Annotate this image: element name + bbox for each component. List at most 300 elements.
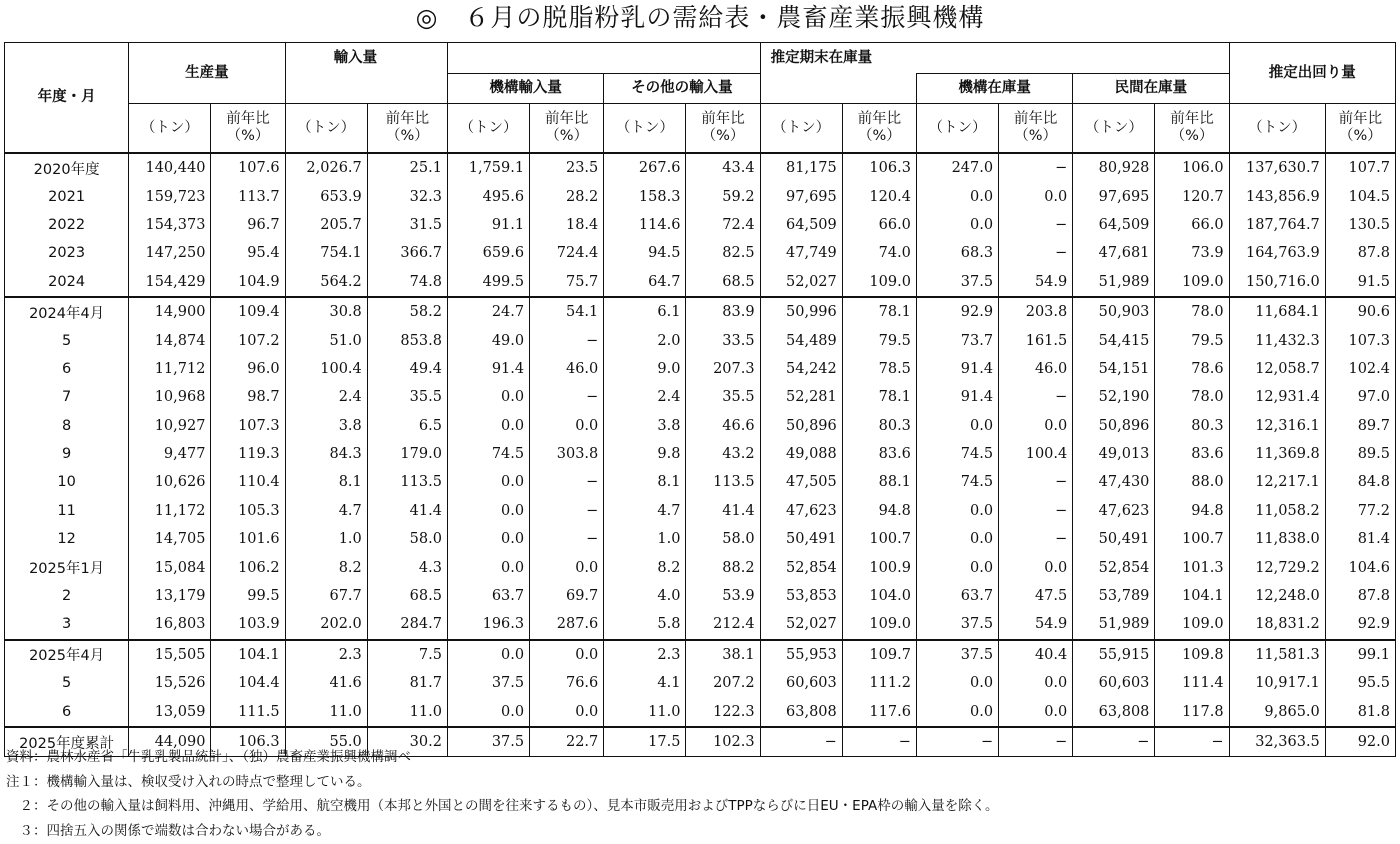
table-cell: 30.8: [285, 297, 367, 326]
table-cell: 4.7: [604, 497, 686, 525]
table-cell: 1.0: [285, 525, 367, 553]
table-cell: 11,432.3: [1229, 326, 1325, 354]
table-cell: 111.2: [842, 669, 916, 697]
table-cell: 0.0: [999, 412, 1073, 440]
table-cell: 104.1: [1155, 582, 1229, 610]
header-yoy-percent: [686, 104, 760, 154]
row-label: 2021: [5, 182, 129, 210]
table-cell: 81.4: [1325, 525, 1395, 553]
table-cell: 0.0: [530, 412, 604, 440]
table-row: [5, 553, 1396, 581]
row-label: 10: [5, 468, 129, 496]
table-cell: 12,931.4: [1229, 383, 1325, 411]
table-cell: 68.5: [367, 582, 447, 610]
table-cell: 50,896: [1073, 412, 1155, 440]
table-cell: 0.0: [447, 412, 529, 440]
table-cell: 653.9: [285, 182, 367, 210]
row-label: 11: [5, 497, 129, 525]
table-cell: 109.0: [1155, 268, 1229, 297]
table-cell: 92.9: [916, 297, 998, 326]
table-cell: 106.3: [211, 727, 285, 757]
table-cell: 187,764.7: [1229, 211, 1325, 239]
table-cell: 0.0: [999, 553, 1073, 581]
table-cell: 54,151: [1073, 355, 1155, 383]
table-cell: 2.3: [285, 640, 367, 669]
table-cell: −: [999, 153, 1073, 182]
header-yoy-unit: （%）: [385, 128, 429, 144]
table-cell: 107.3: [211, 412, 285, 440]
table-cell: −: [530, 468, 604, 496]
table-cell: 35.5: [367, 383, 447, 411]
table-cell: 76.6: [530, 669, 604, 697]
table-cell: 32,363.5: [1229, 727, 1325, 757]
table-cell: 51,989: [1073, 610, 1155, 639]
table-cell: 366.7: [367, 239, 447, 267]
header-imports-under: [285, 74, 447, 104]
table-cell: 51,989: [1073, 268, 1155, 297]
table-cell: 74.0: [842, 239, 916, 267]
table-row: [5, 697, 1396, 726]
table-cell: 66.0: [842, 211, 916, 239]
table-cell: −: [1155, 727, 1229, 757]
table-cell: 94.8: [842, 497, 916, 525]
table-cell: 38.1: [686, 640, 760, 669]
table-cell: 154,429: [129, 268, 211, 297]
table-cell: −: [530, 525, 604, 553]
table-cell: −: [842, 727, 916, 757]
table-cell: 499.5: [447, 268, 529, 297]
table-cell: 0.0: [447, 697, 529, 726]
table-cell: 113.7: [211, 182, 285, 210]
table-cell: 117.8: [1155, 697, 1229, 726]
supply-demand-table: [4, 42, 1396, 757]
table-cell: 11.0: [604, 697, 686, 726]
table-cell: 90.6: [1325, 297, 1395, 326]
header-agency-stock: 機構在庫量: [916, 74, 1072, 104]
table-row: [5, 182, 1396, 210]
header-yoy-unit: （%）: [1014, 128, 1058, 144]
table-cell: 60,603: [760, 669, 842, 697]
table-cell: 28.2: [530, 182, 604, 210]
table-cell: 1.0: [604, 525, 686, 553]
table-cell: −: [999, 239, 1073, 267]
table-cell: 15,505: [129, 640, 211, 669]
header-est-stock-under: [760, 74, 916, 104]
table-cell: 83.9: [686, 297, 760, 326]
table-cell: 24.7: [447, 297, 529, 326]
table-cell: 63.7: [916, 582, 998, 610]
row-label: 2024: [5, 268, 129, 297]
table-cell: 83.6: [842, 440, 916, 468]
table-row: [5, 412, 1396, 440]
table-cell: 64,509: [760, 211, 842, 239]
header-est-shipments: 推定出回り量: [1229, 43, 1395, 104]
note-3: ３：四捨五入の関係で端数は合わない場合がある。: [6, 822, 330, 839]
table-cell: 100.7: [1155, 525, 1229, 553]
header-yoy-percent: [1325, 104, 1395, 154]
table-cell: 104.0: [842, 582, 916, 610]
table-cell: 0.0: [447, 525, 529, 553]
table-cell: 0.0: [999, 669, 1073, 697]
table-cell: 120.7: [1155, 182, 1229, 210]
table-cell: 15,526: [129, 669, 211, 697]
table-cell: 154,373: [129, 211, 211, 239]
table-cell: 0.0: [916, 497, 998, 525]
table-cell: 91.4: [916, 383, 998, 411]
table-cell: 80.3: [842, 412, 916, 440]
page-title: ◎ ６月の脱脂粉乳の需給表・農畜産業振興機構: [415, 3, 985, 32]
table-cell: 84.8: [1325, 468, 1395, 496]
table-cell: 50,903: [1073, 297, 1155, 326]
table-cell: 96.0: [211, 355, 285, 383]
footnotes: [6, 745, 1396, 843]
table-cell: 0.0: [447, 497, 529, 525]
table-cell: −: [999, 525, 1073, 553]
table-cell: 303.8: [530, 440, 604, 468]
row-label: 2023: [5, 239, 129, 267]
header-yoy-percent: [211, 104, 285, 154]
table-cell: 99.1: [1325, 640, 1395, 669]
table-cell: 0.0: [916, 211, 998, 239]
table-cell: −: [530, 383, 604, 411]
table-cell: 0.0: [447, 640, 529, 669]
header-yoy-percent: [367, 104, 447, 154]
table-cell: 15,084: [129, 553, 211, 581]
table-cell: 137,630.7: [1229, 153, 1325, 182]
table-cell: 91.1: [447, 211, 529, 239]
table-cell: 2.4: [604, 383, 686, 411]
table-cell: 724.4: [530, 239, 604, 267]
table-cell: 101.6: [211, 525, 285, 553]
header-yoy-percent: [999, 104, 1073, 154]
row-label: 2025年度累計: [5, 727, 129, 757]
table-cell: 55.0: [285, 727, 367, 757]
row-label: 5: [5, 326, 129, 354]
header-yoy-label: 前年比: [1170, 111, 1214, 127]
table-cell: 91.5: [1325, 268, 1395, 297]
table-cell: 58.0: [686, 525, 760, 553]
table-cell: 13,059: [129, 697, 211, 726]
table-cell: 79.5: [842, 326, 916, 354]
row-label: 12: [5, 525, 129, 553]
row-label: 8: [5, 412, 129, 440]
table-cell: 54.1: [530, 297, 604, 326]
table-cell: 161.5: [999, 326, 1073, 354]
table-cell: 2.3: [604, 640, 686, 669]
table-cell: 100.9: [842, 553, 916, 581]
table-cell: 97.0: [1325, 383, 1395, 411]
table-cell: 130.5: [1325, 211, 1395, 239]
table-cell: 6.1: [604, 297, 686, 326]
table-cell: 4.0: [604, 582, 686, 610]
table-cell: 92.0: [1325, 727, 1395, 757]
table-cell: 31.5: [367, 211, 447, 239]
table-cell: 58.2: [367, 297, 447, 326]
table-cell: 30.2: [367, 727, 447, 757]
header-unit-ton: （トン）: [916, 104, 998, 154]
note-2: ２：その他の輸入量は飼料用、沖縄用、学給用、航空機用（本邦と外国との間を往来するもの）、見本市販売用およびTPPならびに日EU・EPA枠の輸入量を除く。: [6, 798, 999, 814]
header-yoy-label: 前年比: [226, 111, 270, 127]
table-cell: 92.9: [1325, 610, 1395, 639]
header-imports: 輸入量: [285, 43, 447, 74]
table-cell: 3.8: [285, 412, 367, 440]
table-cell: 43.4: [686, 153, 760, 182]
table-cell: 109.4: [211, 297, 285, 326]
table-cell: 267.6: [604, 153, 686, 182]
table-cell: 73.9: [1155, 239, 1229, 267]
table-row: [5, 355, 1396, 383]
table-cell: 80,928: [1073, 153, 1155, 182]
row-label: 2: [5, 582, 129, 610]
row-label: 9: [5, 440, 129, 468]
table-cell: 60,603: [1073, 669, 1155, 697]
table-cell: 88.2: [686, 553, 760, 581]
table-cell: 12,058.7: [1229, 355, 1325, 383]
table-row: [5, 525, 1396, 553]
table-cell: 11,058.2: [1229, 497, 1325, 525]
table-cell: −: [530, 326, 604, 354]
table-cell: 100.4: [999, 440, 1073, 468]
row-label: 2024年4月: [5, 297, 129, 326]
header-stock-spacer: [916, 43, 1229, 74]
table-cell: 78.6: [1155, 355, 1229, 383]
table-cell: 97,695: [1073, 182, 1155, 210]
table-cell: 63.7: [447, 582, 529, 610]
table-cell: 3.8: [604, 412, 686, 440]
table-cell: 4.3: [367, 553, 447, 581]
header-yoy-label: 前年比: [1013, 111, 1058, 127]
table-cell: 0.0: [447, 383, 529, 411]
table-row: [5, 239, 1396, 267]
table-cell: 100.4: [285, 355, 367, 383]
table-row: [5, 297, 1396, 326]
table-cell: 107.7: [1325, 153, 1395, 182]
row-label: 7: [5, 383, 129, 411]
table-cell: 12,316.1: [1229, 412, 1325, 440]
table-cell: 50,996: [760, 297, 842, 326]
table-cell: 0.0: [916, 182, 998, 210]
table-cell: 8.1: [604, 468, 686, 496]
table-cell: 52,190: [1073, 383, 1155, 411]
table-cell: 120.4: [842, 182, 916, 210]
header-other-imports: その他の輸入量: [604, 74, 760, 104]
header-yoy-unit: （%）: [1170, 128, 1214, 144]
header-private-stock: 民間在庫量: [1073, 74, 1229, 104]
table-cell: 13,179: [129, 582, 211, 610]
table-cell: 96.7: [211, 211, 285, 239]
table-cell: 63,808: [760, 697, 842, 726]
table-cell: −: [999, 468, 1073, 496]
table-cell: 111.5: [211, 697, 285, 726]
table-cell: 47.5: [999, 582, 1073, 610]
header-unit-ton: （トン）: [1073, 104, 1155, 154]
table-cell: 106.0: [1155, 153, 1229, 182]
table-cell: 0.0: [916, 412, 998, 440]
table-cell: 11,369.8: [1229, 440, 1325, 468]
table-cell: 12,217.1: [1229, 468, 1325, 496]
table-cell: 101.3: [1155, 553, 1229, 581]
table-cell: 73.7: [916, 326, 998, 354]
table-cell: 37.5: [447, 727, 529, 757]
table-cell: 14,900: [129, 297, 211, 326]
table-cell: 37.5: [916, 268, 998, 297]
table-cell: 109.8: [1155, 640, 1229, 669]
table-cell: −: [999, 727, 1073, 757]
row-label: 6: [5, 697, 129, 726]
table-cell: 0.0: [916, 669, 998, 697]
header-yoy-percent: [842, 104, 916, 154]
header-imports-spacer: [447, 43, 760, 74]
table-cell: 49.0: [447, 326, 529, 354]
table-cell: 114.6: [604, 211, 686, 239]
table-cell: 37.5: [447, 669, 529, 697]
table-cell: 50,491: [1073, 525, 1155, 553]
table-cell: 10,626: [129, 468, 211, 496]
header-yoy-unit: （%）: [701, 128, 745, 144]
table-cell: 11,838.0: [1229, 525, 1325, 553]
header-yoy-unit: （%）: [226, 128, 270, 144]
table-row: [5, 211, 1396, 239]
table-cell: 212.4: [686, 610, 760, 639]
table-cell: 87.8: [1325, 582, 1395, 610]
table-cell: 35.5: [686, 383, 760, 411]
header-agency-imports: 機構輸入量: [447, 74, 603, 104]
row-label: 2020年度: [5, 153, 129, 182]
header-period: 年度・月: [5, 43, 129, 154]
table-cell: 11.0: [285, 697, 367, 726]
table-cell: 49,013: [1073, 440, 1155, 468]
table-cell: 11,172: [129, 497, 211, 525]
table-cell: 53,789: [1073, 582, 1155, 610]
table-cell: 52,027: [760, 610, 842, 639]
header-unit-ton: （トン）: [285, 104, 367, 154]
table-cell: 83.6: [1155, 440, 1229, 468]
table-row: [5, 326, 1396, 354]
table-cell: 46.6: [686, 412, 760, 440]
table-cell: 7.5: [367, 640, 447, 669]
note-1: 注１：機構輸入量は、検収受け入れの時点で整理している。: [6, 773, 371, 790]
table-cell: 12,248.0: [1229, 582, 1325, 610]
table-cell: 158.3: [604, 182, 686, 210]
table-cell: 205.7: [285, 211, 367, 239]
row-label: 2025年4月: [5, 640, 129, 669]
table-row: [5, 440, 1396, 468]
table-cell: 6.5: [367, 412, 447, 440]
table-cell: 104.6: [1325, 553, 1395, 581]
table-row: [5, 468, 1396, 496]
table-cell: 52,854: [1073, 553, 1155, 581]
table-cell: 46.0: [999, 355, 1073, 383]
table-cell: 113.5: [686, 468, 760, 496]
table-cell: 284.7: [367, 610, 447, 639]
note-source: 資料：農林水産省「牛乳乳製品統計」、（独）農畜産業振興機構調べ: [6, 749, 411, 765]
table-cell: 89.5: [1325, 440, 1395, 468]
table-cell: 0.0: [447, 553, 529, 581]
table-cell: 11,581.3: [1229, 640, 1325, 669]
table-cell: 68.3: [916, 239, 998, 267]
table-cell: 147,250: [129, 239, 211, 267]
table-cell: 41.6: [285, 669, 367, 697]
table-cell: 104.1: [211, 640, 285, 669]
table-cell: 107.6: [211, 153, 285, 182]
table-cell: 88.0: [1155, 468, 1229, 496]
table-cell: 10,927: [129, 412, 211, 440]
table-cell: 2.0: [604, 326, 686, 354]
table-cell: 74.8: [367, 268, 447, 297]
table-cell: 247.0: [916, 153, 998, 182]
table-cell: 117.6: [842, 697, 916, 726]
table-cell: 74.5: [447, 440, 529, 468]
table-cell: 0.0: [530, 697, 604, 726]
table-cell: 99.5: [211, 582, 285, 610]
table-cell: 59.2: [686, 182, 760, 210]
table-cell: 84.3: [285, 440, 367, 468]
table-cell: 105.3: [211, 497, 285, 525]
table-row: [5, 497, 1396, 525]
table-cell: 58.0: [367, 525, 447, 553]
table-cell: 55,915: [1073, 640, 1155, 669]
table-cell: 53,853: [760, 582, 842, 610]
table-cell: 109.0: [842, 610, 916, 639]
table-cell: 287.6: [530, 610, 604, 639]
table-cell: 87.8: [1325, 239, 1395, 267]
table-cell: 17.5: [604, 727, 686, 757]
table-cell: 0.0: [916, 697, 998, 726]
header-yoy-label: 前年比: [544, 111, 589, 127]
table-cell: 196.3: [447, 610, 529, 639]
table-cell: 109.0: [1155, 610, 1229, 639]
header-yoy-unit: （%）: [857, 128, 901, 144]
table-cell: 55,953: [760, 640, 842, 669]
table-cell: 12,729.2: [1229, 553, 1325, 581]
table-cell: 54,489: [760, 326, 842, 354]
table-cell: 853.8: [367, 326, 447, 354]
table-cell: −: [530, 497, 604, 525]
table-cell: 207.3: [686, 355, 760, 383]
table-cell: 94.5: [604, 239, 686, 267]
table-cell: 25.1: [367, 153, 447, 182]
table-cell: 1,759.1: [447, 153, 529, 182]
table-cell: 0.0: [530, 553, 604, 581]
table-cell: 47,623: [760, 497, 842, 525]
table-cell: 202.0: [285, 610, 367, 639]
table-cell: 54,415: [1073, 326, 1155, 354]
table-cell: −: [999, 383, 1073, 411]
table-cell: 95.5: [1325, 669, 1395, 697]
table-cell: 47,623: [1073, 497, 1155, 525]
table-cell: 9,865.0: [1229, 697, 1325, 726]
table-cell: 81,175: [760, 153, 842, 182]
table-cell: 78.0: [1155, 297, 1229, 326]
table-cell: 140,440: [129, 153, 211, 182]
table-cell: 0.0: [999, 182, 1073, 210]
header-yoy-label: 前年比: [385, 111, 430, 127]
table-cell: 106.3: [842, 153, 916, 182]
table-cell: 179.0: [367, 440, 447, 468]
table-cell: 54.9: [999, 268, 1073, 297]
table-cell: 51.0: [285, 326, 367, 354]
table-cell: 41.4: [367, 497, 447, 525]
table-cell: 104.5: [1325, 182, 1395, 210]
table-cell: 107.2: [211, 326, 285, 354]
header-est-stock: 推定期末在庫量: [760, 43, 916, 74]
table-cell: 82.5: [686, 239, 760, 267]
table-cell: 104.4: [211, 669, 285, 697]
table-cell: 44,090: [129, 727, 211, 757]
header-production: 生産量: [129, 43, 285, 104]
table-cell: 81.7: [367, 669, 447, 697]
table-cell: 110.4: [211, 468, 285, 496]
